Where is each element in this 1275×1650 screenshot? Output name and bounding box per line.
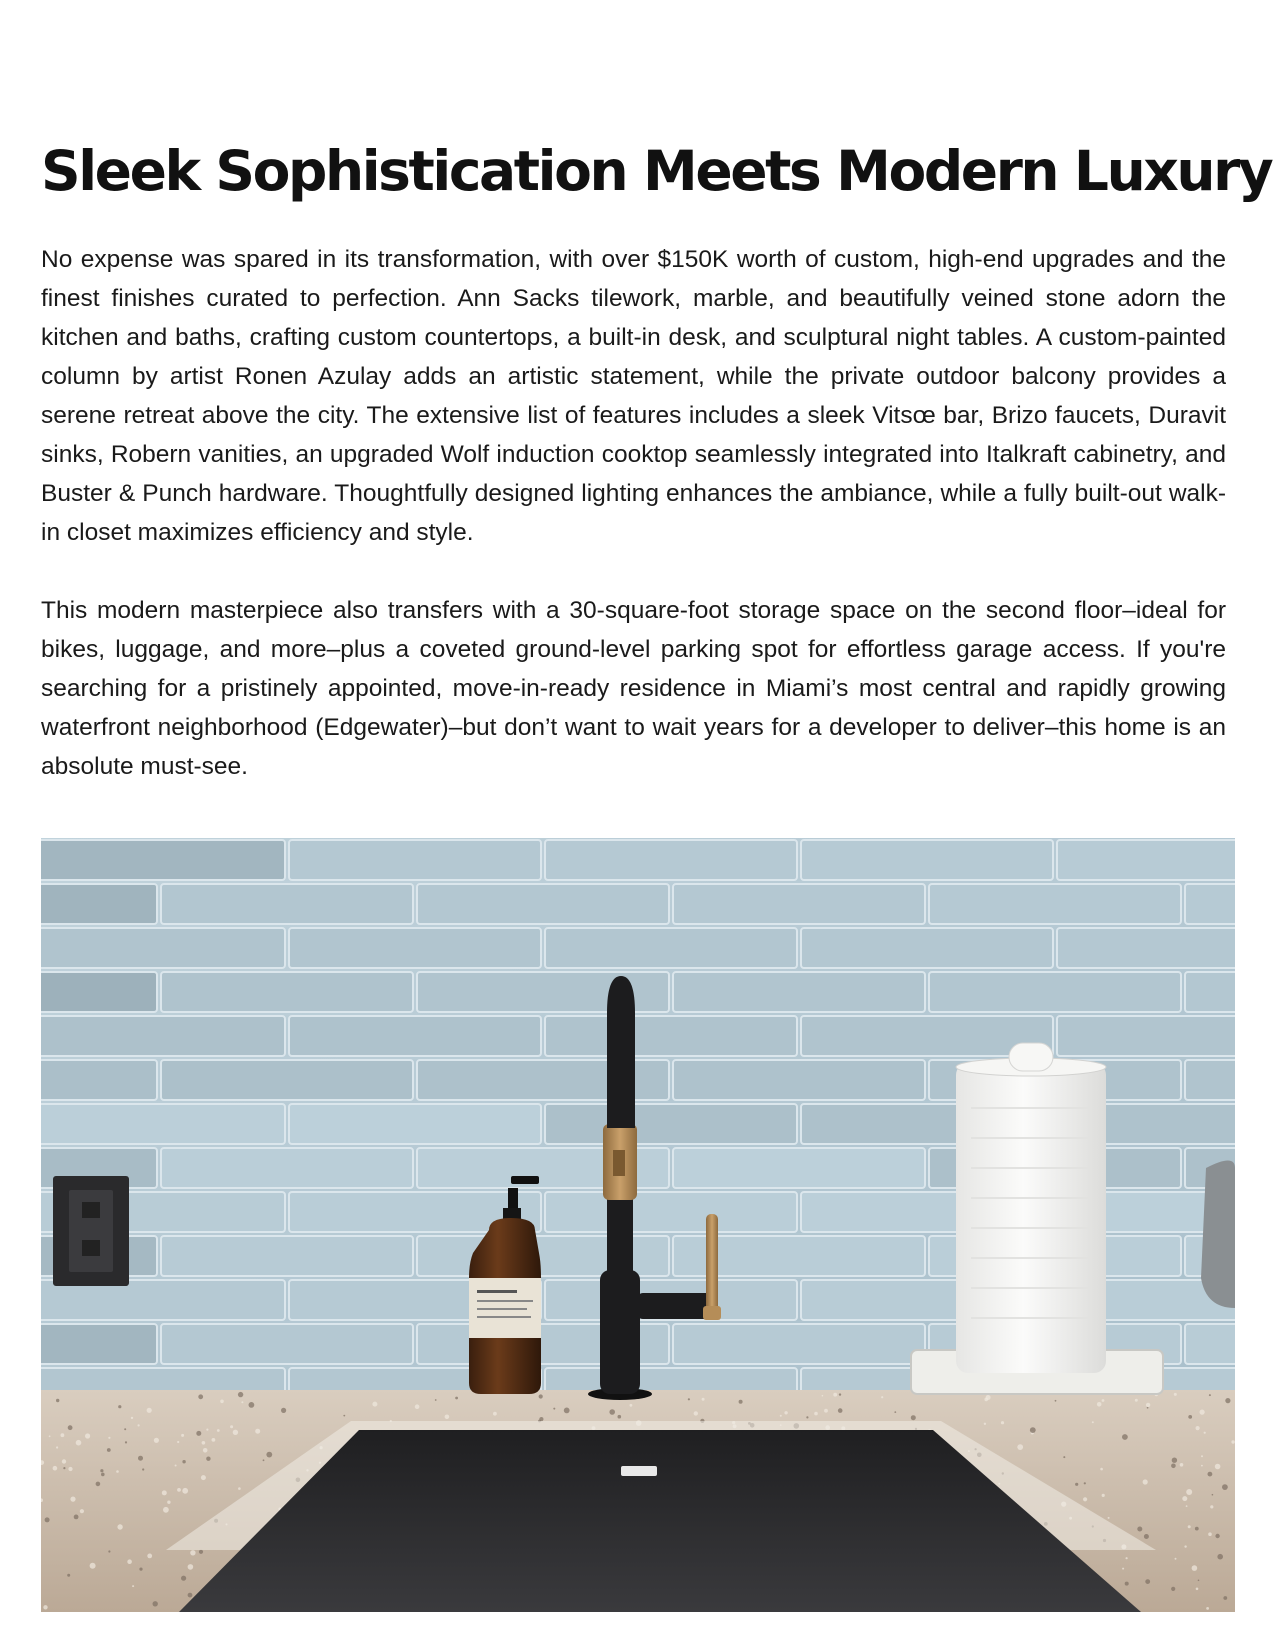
granite-speck xyxy=(74,1515,79,1520)
backsplash-tile xyxy=(41,840,285,880)
granite-speck xyxy=(212,1438,216,1442)
granite-speck xyxy=(1217,1554,1223,1560)
granite-speck xyxy=(780,1415,782,1417)
granite-speck xyxy=(238,1392,243,1397)
granite-speck xyxy=(1001,1421,1004,1424)
granite-speck xyxy=(188,1593,193,1598)
granite-speck xyxy=(609,1409,615,1415)
granite-speck xyxy=(1055,1400,1057,1402)
granite-speck xyxy=(117,1524,122,1529)
backsplash-tile xyxy=(289,1104,541,1144)
granite-speck xyxy=(1195,1527,1199,1531)
granite-speck xyxy=(201,1475,206,1480)
granite-speck xyxy=(1186,1505,1188,1507)
granite-speck xyxy=(118,1405,121,1408)
granite-speck xyxy=(1201,1465,1203,1467)
granite-speck xyxy=(199,1550,203,1554)
granite-speck xyxy=(116,1470,119,1473)
granite-speck xyxy=(984,1423,986,1425)
granite-speck xyxy=(263,1459,265,1461)
granite-speck xyxy=(435,1399,437,1401)
granite-speck xyxy=(1196,1588,1199,1591)
backsplash-tile xyxy=(545,928,797,968)
kitchen-sink-illustration xyxy=(41,838,1235,1612)
granite-speck xyxy=(881,1396,883,1398)
granite-speck xyxy=(1204,1432,1206,1434)
granite-speck xyxy=(203,1448,208,1453)
backsplash-tile xyxy=(161,1324,413,1364)
granite-speck xyxy=(1215,1464,1221,1470)
backsplash-tile xyxy=(673,1324,925,1364)
backsplash-tile xyxy=(545,1192,797,1232)
granite-speck xyxy=(1206,1607,1209,1610)
granite-speck xyxy=(167,1501,170,1504)
backsplash-tile xyxy=(1057,928,1235,968)
wall-outlet xyxy=(53,1176,129,1286)
granite-speck xyxy=(1231,1440,1234,1443)
granite-speck xyxy=(147,1408,152,1413)
granite-speck xyxy=(894,1411,896,1413)
granite-speck xyxy=(1084,1482,1086,1484)
granite-speck xyxy=(139,1568,142,1571)
granite-speck xyxy=(125,1441,127,1443)
granite-speck xyxy=(1208,1532,1212,1536)
granite-speck xyxy=(814,1412,818,1416)
granite-speck xyxy=(107,1448,111,1452)
granite-speck xyxy=(539,1394,543,1398)
granite-speck xyxy=(1172,1458,1177,1463)
granite-speck xyxy=(833,1393,837,1397)
granite-speck xyxy=(1017,1444,1023,1450)
granite-speck xyxy=(688,1398,690,1400)
granite-speck xyxy=(1100,1468,1103,1471)
backsplash-tile xyxy=(929,884,1181,924)
granite-speck xyxy=(206,1429,208,1431)
granite-speck xyxy=(445,1415,450,1420)
granite-speck xyxy=(68,1425,73,1430)
granite-speck xyxy=(62,1459,66,1463)
granite-speck xyxy=(1212,1494,1214,1496)
backsplash-tile xyxy=(41,928,285,968)
granite-speck xyxy=(85,1433,90,1438)
granite-speck xyxy=(702,1398,705,1401)
granite-speck xyxy=(80,1509,84,1513)
granite-speck xyxy=(241,1401,243,1403)
paragraph-storage-parking: This modern masterpiece also transfers with a 30-square-foot storage space on the second floor–ideal for bikes, luggage, and more–plus a coveted ground-level parking spot for effortless garage access. If you're searching for a pristinely appointed, move-in-ready residence in Miami’s most central and rapidly growing waterfront neighborhood (Edgewater)–but don’t want to wait years for a developer to deliver–this home is an absolute must-see. xyxy=(41,597,1226,780)
backsplash-tile xyxy=(673,1148,925,1188)
granite-speck xyxy=(68,1467,72,1471)
granite-speck xyxy=(163,1507,169,1513)
granite-speck xyxy=(233,1430,238,1435)
granite-speck xyxy=(49,1435,51,1437)
granite-speck xyxy=(76,1440,82,1446)
backsplash-tile xyxy=(41,1104,285,1144)
granite-speck xyxy=(1122,1434,1128,1440)
granite-speck xyxy=(1122,1568,1124,1570)
granite-speck xyxy=(230,1425,233,1428)
granite-speck xyxy=(90,1563,96,1569)
granite-speck xyxy=(100,1469,103,1472)
granite-speck xyxy=(67,1574,70,1577)
granite-speck xyxy=(53,1466,58,1471)
backsplash-tile xyxy=(41,1060,157,1100)
granite-speck xyxy=(1125,1582,1129,1586)
granite-speck xyxy=(1180,1463,1184,1467)
granite-speck xyxy=(177,1488,181,1492)
sink-drain-label xyxy=(621,1466,657,1476)
granite-speck xyxy=(911,1415,916,1420)
granite-speck xyxy=(824,1409,828,1413)
granite-speck xyxy=(1209,1394,1211,1396)
granite-speck xyxy=(249,1402,255,1408)
granite-speck xyxy=(1137,1527,1142,1532)
granite-speck xyxy=(1171,1587,1175,1591)
granite-speck xyxy=(153,1601,158,1606)
backsplash-tile xyxy=(929,972,1181,1012)
backsplash-tile xyxy=(41,1016,285,1056)
backsplash-tile xyxy=(161,1236,413,1276)
granite-speck xyxy=(1174,1393,1177,1396)
granite-speck xyxy=(177,1441,179,1443)
granite-speck xyxy=(196,1431,201,1436)
granite-speck xyxy=(56,1399,59,1402)
granite-speck xyxy=(202,1441,206,1445)
backsplash-tile xyxy=(673,884,925,924)
granite-speck xyxy=(132,1585,134,1587)
granite-speck xyxy=(564,1408,570,1414)
granite-speck xyxy=(181,1434,184,1437)
granite-speck xyxy=(1188,1415,1192,1419)
granite-speck xyxy=(1225,1398,1230,1403)
page-title: Sleek Sophistication Meets Modern Luxury xyxy=(41,139,1272,203)
granite-speck xyxy=(101,1473,105,1477)
granite-speck xyxy=(618,1415,622,1419)
granite-speck xyxy=(43,1605,47,1609)
backsplash-tile xyxy=(1057,840,1235,880)
granite-speck xyxy=(553,1408,555,1410)
granite-speck xyxy=(1182,1496,1187,1501)
backsplash-tile xyxy=(161,972,413,1012)
granite-speck xyxy=(839,1393,841,1395)
granite-speck xyxy=(1188,1525,1191,1528)
backsplash-tile xyxy=(673,1060,925,1100)
backsplash-tile xyxy=(41,972,157,1012)
granite-speck xyxy=(63,1467,65,1469)
granite-speck xyxy=(56,1446,58,1448)
backsplash-tile xyxy=(673,972,925,1012)
backsplash-tile xyxy=(161,1060,413,1100)
granite-speck xyxy=(343,1415,345,1417)
granite-speck xyxy=(806,1416,808,1418)
granite-speck xyxy=(1102,1399,1105,1402)
granite-speck xyxy=(127,1559,132,1564)
granite-speck xyxy=(217,1429,220,1432)
granite-speck xyxy=(1171,1464,1176,1469)
granite-speck xyxy=(45,1517,50,1522)
granite-speck xyxy=(1223,1596,1227,1600)
backsplash-tile xyxy=(801,840,1053,880)
granite-speck xyxy=(493,1412,497,1416)
granite-speck xyxy=(838,1408,843,1413)
granite-speck xyxy=(154,1438,159,1443)
granite-speck xyxy=(1083,1497,1087,1501)
paragraph-features: No expense was spared in its transformation, with over $150K worth of custom, high-end upgrades and the finest finishes curated to perfection. Ann Sacks tilework, marble, and beautifully veined stone adorn the kitchen and baths, crafting custom countertops, a built-in desk, and sculptural night tables. A custom-painted column by artist Ronen Azulay adds an artistic statement, while the private outdoor balcony provides a serene retreat above the city. The extensive list of features includes a sleek Vitsœ bar, Brizo faucets, Duravit sinks, Robern vanities, an upgraded Wolf induction cooktop seamlessly integrated into Italkraft cabinetry, and Buster & Punch hardware. Thoughtfully designed lighting enhances the ambiance, while a fully built-out walk-in closet maximizes efficiency and style. xyxy=(41,246,1226,546)
granite-speck xyxy=(1063,1456,1065,1458)
granite-speck xyxy=(1097,1402,1102,1407)
granite-speck xyxy=(1145,1579,1150,1584)
granite-speck xyxy=(142,1468,144,1470)
granite-speck xyxy=(1092,1421,1094,1423)
granite-speck xyxy=(281,1408,286,1413)
backsplash-tile xyxy=(1185,1060,1235,1100)
granite-speck xyxy=(1201,1455,1203,1457)
granite-speck xyxy=(181,1576,186,1581)
granite-speck xyxy=(1126,1557,1128,1559)
granite-speck xyxy=(182,1488,188,1494)
backsplash-tile xyxy=(289,840,541,880)
granite-speck xyxy=(415,1404,420,1409)
backsplash-tile xyxy=(289,1016,541,1056)
granite-speck xyxy=(220,1400,224,1404)
granite-speck xyxy=(238,1487,241,1490)
granite-speck xyxy=(108,1437,110,1439)
granite-speck xyxy=(739,1400,743,1404)
granite-speck xyxy=(1196,1426,1200,1430)
granite-speck xyxy=(1198,1580,1200,1582)
granite-speck xyxy=(1200,1410,1205,1415)
granite-speck xyxy=(175,1465,177,1467)
backsplash-tile xyxy=(1185,884,1235,924)
granite-speck xyxy=(1186,1489,1192,1495)
backsplash-tile xyxy=(1185,1324,1235,1364)
kitchen-sink-photo xyxy=(41,838,1235,1612)
backsplash-tile xyxy=(545,1016,797,1056)
backsplash-tile xyxy=(41,1324,157,1364)
granite-speck xyxy=(206,1457,210,1461)
backsplash-tile xyxy=(1185,972,1235,1012)
backsplash-tile xyxy=(161,884,413,924)
granite-speck xyxy=(1075,1483,1078,1486)
backsplash-tile xyxy=(289,928,541,968)
granite-speck xyxy=(188,1564,194,1570)
granite-speck xyxy=(1210,1505,1213,1508)
granite-speck xyxy=(1184,1545,1186,1547)
granite-speck xyxy=(198,1394,203,1399)
granite-speck xyxy=(182,1460,185,1463)
granite-speck xyxy=(124,1428,126,1430)
backsplash-tile xyxy=(161,1148,413,1188)
granite-speck xyxy=(108,1550,110,1552)
granite-speck xyxy=(1144,1534,1149,1539)
granite-speck xyxy=(1215,1534,1219,1538)
granite-speck xyxy=(96,1482,101,1487)
backsplash-tile xyxy=(545,1104,797,1144)
granite-speck xyxy=(138,1424,140,1426)
granite-speck xyxy=(372,1402,377,1407)
granite-speck xyxy=(1135,1399,1138,1402)
kettle xyxy=(1201,1161,1235,1309)
backsplash-tile xyxy=(545,840,797,880)
granite-speck xyxy=(694,1411,698,1415)
granite-speck xyxy=(190,1550,195,1555)
granite-speck xyxy=(61,1433,65,1437)
granite-speck xyxy=(70,1497,75,1502)
granite-speck xyxy=(255,1429,260,1434)
granite-speck xyxy=(131,1417,133,1419)
granite-speck xyxy=(138,1456,143,1461)
granite-speck xyxy=(1208,1472,1213,1477)
granite-speck xyxy=(1143,1479,1148,1484)
backsplash-tile xyxy=(417,884,669,924)
granite-speck xyxy=(1030,1427,1036,1433)
granite-speck xyxy=(1102,1494,1105,1497)
granite-speck xyxy=(162,1490,167,1495)
granite-speck xyxy=(1146,1403,1150,1407)
granite-speck xyxy=(266,1452,272,1458)
granite-speck xyxy=(1108,1517,1110,1519)
granite-speck xyxy=(1222,1484,1228,1490)
granite-speck xyxy=(630,1404,633,1407)
backsplash-tile xyxy=(801,928,1053,968)
granite-speck xyxy=(986,1395,991,1400)
granite-speck xyxy=(784,1411,787,1414)
granite-speck xyxy=(1175,1558,1177,1560)
granite-speck xyxy=(147,1554,152,1559)
granite-speck xyxy=(822,1395,824,1397)
backsplash-tile xyxy=(1057,1016,1235,1056)
backsplash-tile xyxy=(41,884,157,924)
granite-speck xyxy=(1192,1565,1198,1571)
granite-speck xyxy=(455,1397,458,1400)
